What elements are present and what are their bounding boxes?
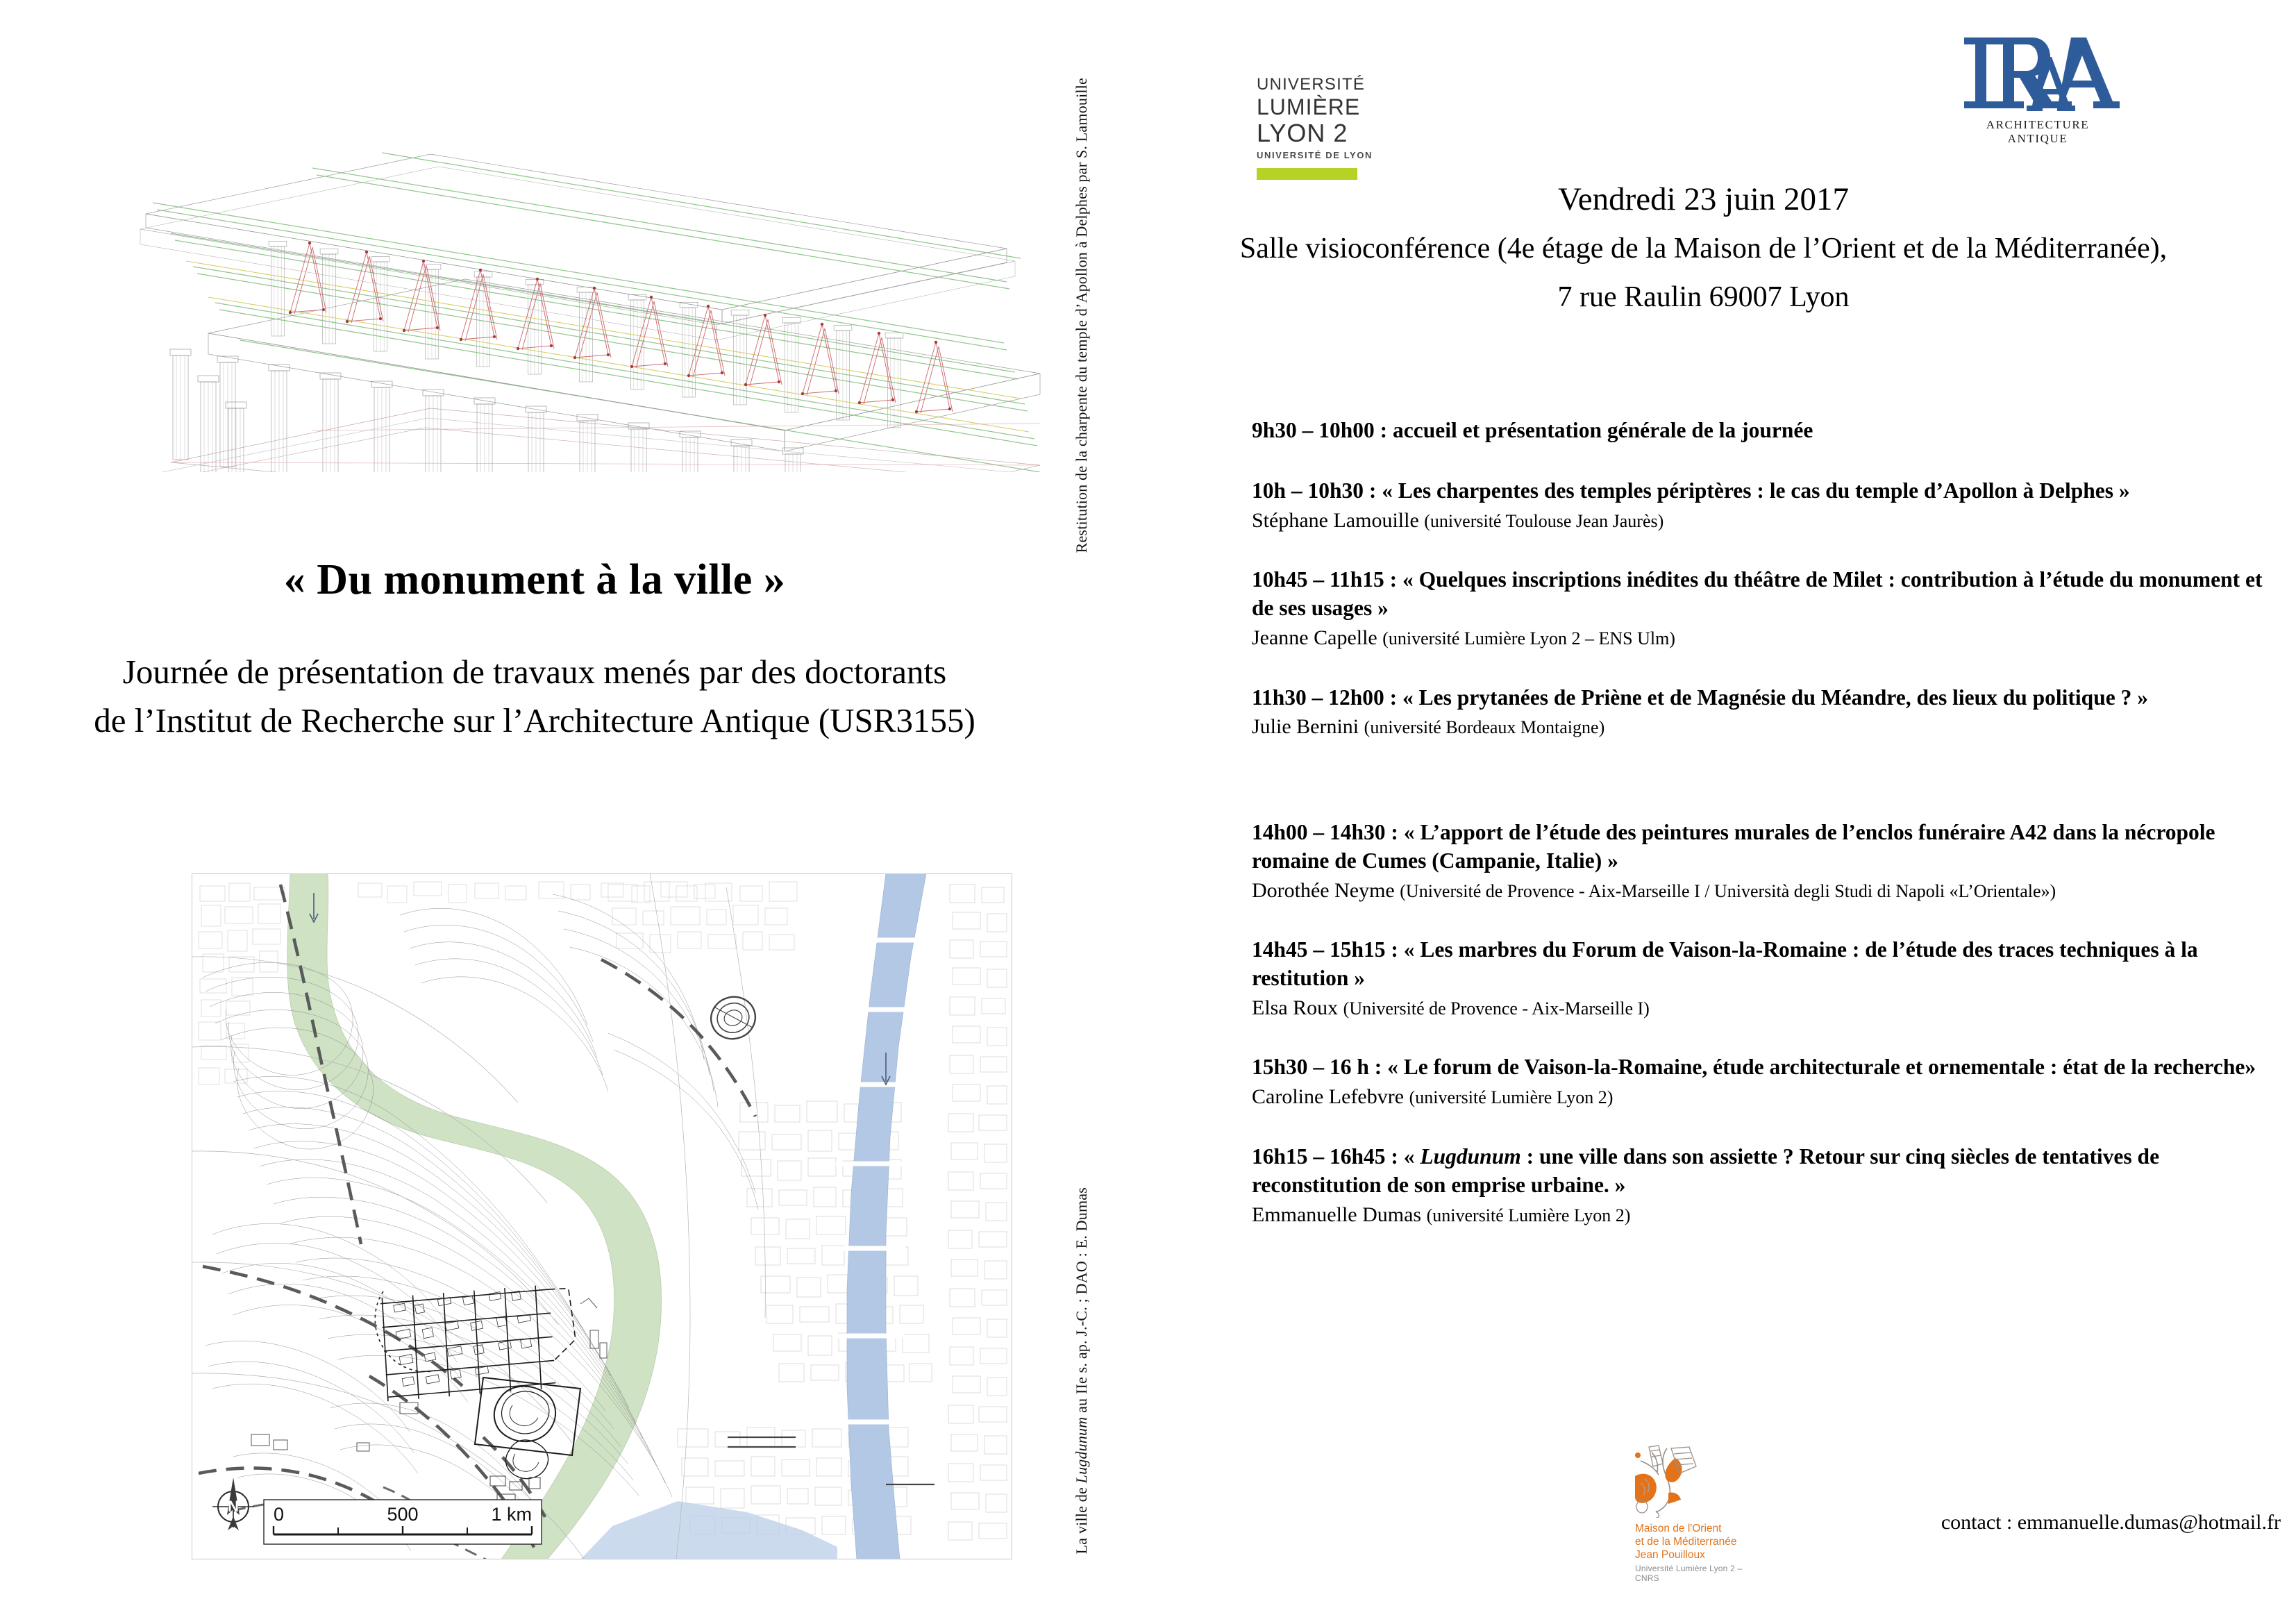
program-item xyxy=(1252,819,2286,904)
program-item xyxy=(1252,1143,2286,1228)
lugdunum-map xyxy=(192,873,1012,1559)
program-item-speaker xyxy=(1252,995,2286,1021)
program-item xyxy=(1252,566,2286,651)
mom-emblem-icon xyxy=(1635,1443,1704,1518)
program-item-title xyxy=(1252,936,2286,993)
program-item-title-pre: « xyxy=(1403,1144,1421,1169)
program-item-speaker-affiliation: (Université de Provence - Aix-Marseille I / Università degli Studi di Napoli «L’Orientale») xyxy=(1400,880,2056,901)
program-item-time: 10h – 10h30 : xyxy=(1252,478,1382,503)
program-item-title-text: « L’apport de l’étude des peintures murales de l’enclos funéraire A42 dans la nécropole romaine de Cumes (Campanie, Italie) » xyxy=(1252,819,2215,873)
program-schedule xyxy=(1252,417,2286,1260)
poster-subtitle-line-1: Journée de présentation de travaux menés par des doctorants xyxy=(122,653,947,691)
program-item xyxy=(1252,1053,2286,1110)
program-item-speaker-affiliation: (université Toulouse Jean Jaurès) xyxy=(1424,510,1664,531)
svg-text:500: 500 xyxy=(387,1504,419,1525)
program-item-speaker-affiliation: (université Lumière Lyon 2) xyxy=(1426,1205,1631,1225)
event-venue: Salle visioconférence (4e étage de la Maison de l’Orient et de la Méditerranée), xyxy=(1239,233,2168,265)
program-item-title xyxy=(1252,566,2286,623)
program-item-title-text: « Les marbres du Forum de Vaison-la-Romaine : de l’étude des traces techniques à la restitution » xyxy=(1252,937,2198,991)
program-item-speaker xyxy=(1252,1084,2286,1110)
caption-lugdunum-map xyxy=(1073,1187,1091,1554)
program-item-title-text: « Quelques inscriptions inédites du théâtre de Milet : contribution à l’étude du monument et de ses usages » xyxy=(1252,567,2263,621)
program-item xyxy=(1252,936,2286,1021)
program-item-speaker xyxy=(1252,878,2286,904)
svg-text:N: N xyxy=(228,1498,239,1515)
program-item-time: 16h15 – 16h45 : xyxy=(1252,1144,1404,1169)
svg-text:0: 0 xyxy=(274,1504,285,1525)
program-item-time: 14h45 – 15h15 : xyxy=(1252,937,1404,962)
program-item-speaker-name: Jeanne Capelle xyxy=(1252,626,1383,650)
program-item-title xyxy=(1252,1143,2286,1200)
program-item-speaker-name: Julie Bernini xyxy=(1252,715,1364,739)
program-item-speaker-name: Dorothée Neyme xyxy=(1252,878,1400,902)
program-item-title xyxy=(1252,819,2286,876)
event-address: 7 rue Raulin 69007 Lyon xyxy=(1557,281,1850,313)
poster-title-block xyxy=(0,555,1069,744)
program-item-speaker-name: Elsa Roux xyxy=(1252,996,1343,1019)
iraa-logo xyxy=(1954,29,2121,146)
program-item-speaker-affiliation: (université Bordeaux Montaigne) xyxy=(1364,717,1605,738)
program-item-time: 15h30 – 16 h : xyxy=(1252,1055,1388,1080)
mom-logo-line-4: Université Lumière Lyon 2 – CNRS xyxy=(1635,1563,1743,1584)
program-item-time: 14h00 – 14h30 : xyxy=(1252,819,1404,844)
poster-main-title: « Du monument à la ville » xyxy=(283,556,786,603)
iraa-logo-caption: ARCHITECTURE ANTIQUE xyxy=(1986,118,2090,145)
poster-subtitle xyxy=(0,648,1069,744)
program-item-speaker xyxy=(1252,714,2286,740)
caption-map-pre: La ville de xyxy=(1073,1483,1090,1555)
program-item-speaker-name: Caroline Lefebvre xyxy=(1252,1085,1409,1109)
right-column xyxy=(1111,0,2296,1624)
mom-logo-line-2: et de la Méditerranée xyxy=(1635,1535,1737,1548)
mom-logo-line-1: Maison de l'Orient xyxy=(1635,1523,1722,1534)
contact-line: contact : emmanuelle.dumas@hotmail.fr xyxy=(1941,1511,2281,1534)
map-scale-bar xyxy=(264,1500,542,1544)
lyon2-logo-line-4: UNIVERSITÉ DE LYON xyxy=(1257,149,1373,160)
program-item-speaker-name: Stéphane Lamouille xyxy=(1252,508,1425,532)
program-item xyxy=(1252,684,2286,741)
program-item-title xyxy=(1252,477,2286,505)
program-item-speaker-affiliation: (Université de Provence - Aix-Marseille I) xyxy=(1343,998,1650,1019)
program-item-title-text: accueil et présentation générale de la journée xyxy=(1393,418,1813,442)
program-item-title xyxy=(1252,684,2286,712)
program-item-time: 11h30 – 12h00 : xyxy=(1252,685,1403,710)
program-lunch-break-gap xyxy=(1252,773,2286,819)
program-item xyxy=(1252,417,2286,445)
poster-subtitle-line-2: de l’Institut de Recherche sur l’Architecture Antique (USR3155) xyxy=(94,701,975,739)
program-item-time: 10h45 – 11h15 : xyxy=(1252,567,1403,592)
program-item-time: 9h30 – 10h00 : xyxy=(1252,418,1393,442)
event-header xyxy=(1111,181,2296,314)
program-item xyxy=(1252,477,2286,534)
temple-wireframe-illustration xyxy=(104,104,1041,472)
mom-logo-line-3: Jean Pouilloux xyxy=(1635,1548,1705,1561)
left-column xyxy=(0,0,1090,1624)
program-item-title xyxy=(1252,417,2286,445)
svg-text:1 km: 1 km xyxy=(491,1504,532,1525)
lyon2-logo-line-2: LUMIÈRE xyxy=(1257,94,1361,120)
program-item-speaker-name: Emmanuelle Dumas xyxy=(1252,1203,1427,1226)
lyon2-logo-line-1: UNIVERSITÉ xyxy=(1257,75,1366,94)
program-item-speaker xyxy=(1252,508,2286,534)
program-item-speaker xyxy=(1252,1202,2286,1228)
program-item-speaker-affiliation: (université Lumière Lyon 2 – ENS Ulm) xyxy=(1382,628,1675,649)
program-item-title-italic: Lugdunum xyxy=(1420,1144,1521,1169)
program-item-title-text: « Les prytanées de Priène et de Magnésie du Méandre, des lieux du politique ? » xyxy=(1402,685,2148,710)
program-item-speaker-affiliation: (université Lumière Lyon 2) xyxy=(1409,1087,1614,1108)
program-item-title-post: : une ville dans son assiette ? Retour sur cinq siècles de tentatives de reconstitution de son emprise urbaine. » xyxy=(1252,1144,2160,1197)
lyon2-logo-accent-bar xyxy=(1257,168,1357,180)
program-item-title-text: « Le forum de Vaison-la-Romaine, étude architecturale et ornementale : état de la recherche» xyxy=(1387,1055,2256,1080)
program-item-title xyxy=(1252,1053,2286,1082)
universite-lyon2-logo xyxy=(1257,76,1416,180)
iraa-monogram-icon xyxy=(1954,29,2121,119)
lyon2-logo-line-3: LYON 2 xyxy=(1257,119,1348,148)
caption-map-italic: Lugdunum xyxy=(1073,1416,1090,1484)
caption-temple-drawing xyxy=(1073,78,1091,553)
caption-map-post: au IIe s. ap. J.-C. ; DAO : E. Dumas xyxy=(1073,1187,1090,1417)
event-date: Vendredi 23 juin 2017 xyxy=(1557,181,1850,217)
program-item-speaker xyxy=(1252,625,2286,651)
caption-temple-text: Restitution de la charpente du temple d’Apollon à Delphes par S. Lamouille xyxy=(1073,78,1090,553)
program-item-title-text: « Les charpentes des temples périptères : le cas du temple d’Apollon à Delphes » xyxy=(1382,478,2130,503)
